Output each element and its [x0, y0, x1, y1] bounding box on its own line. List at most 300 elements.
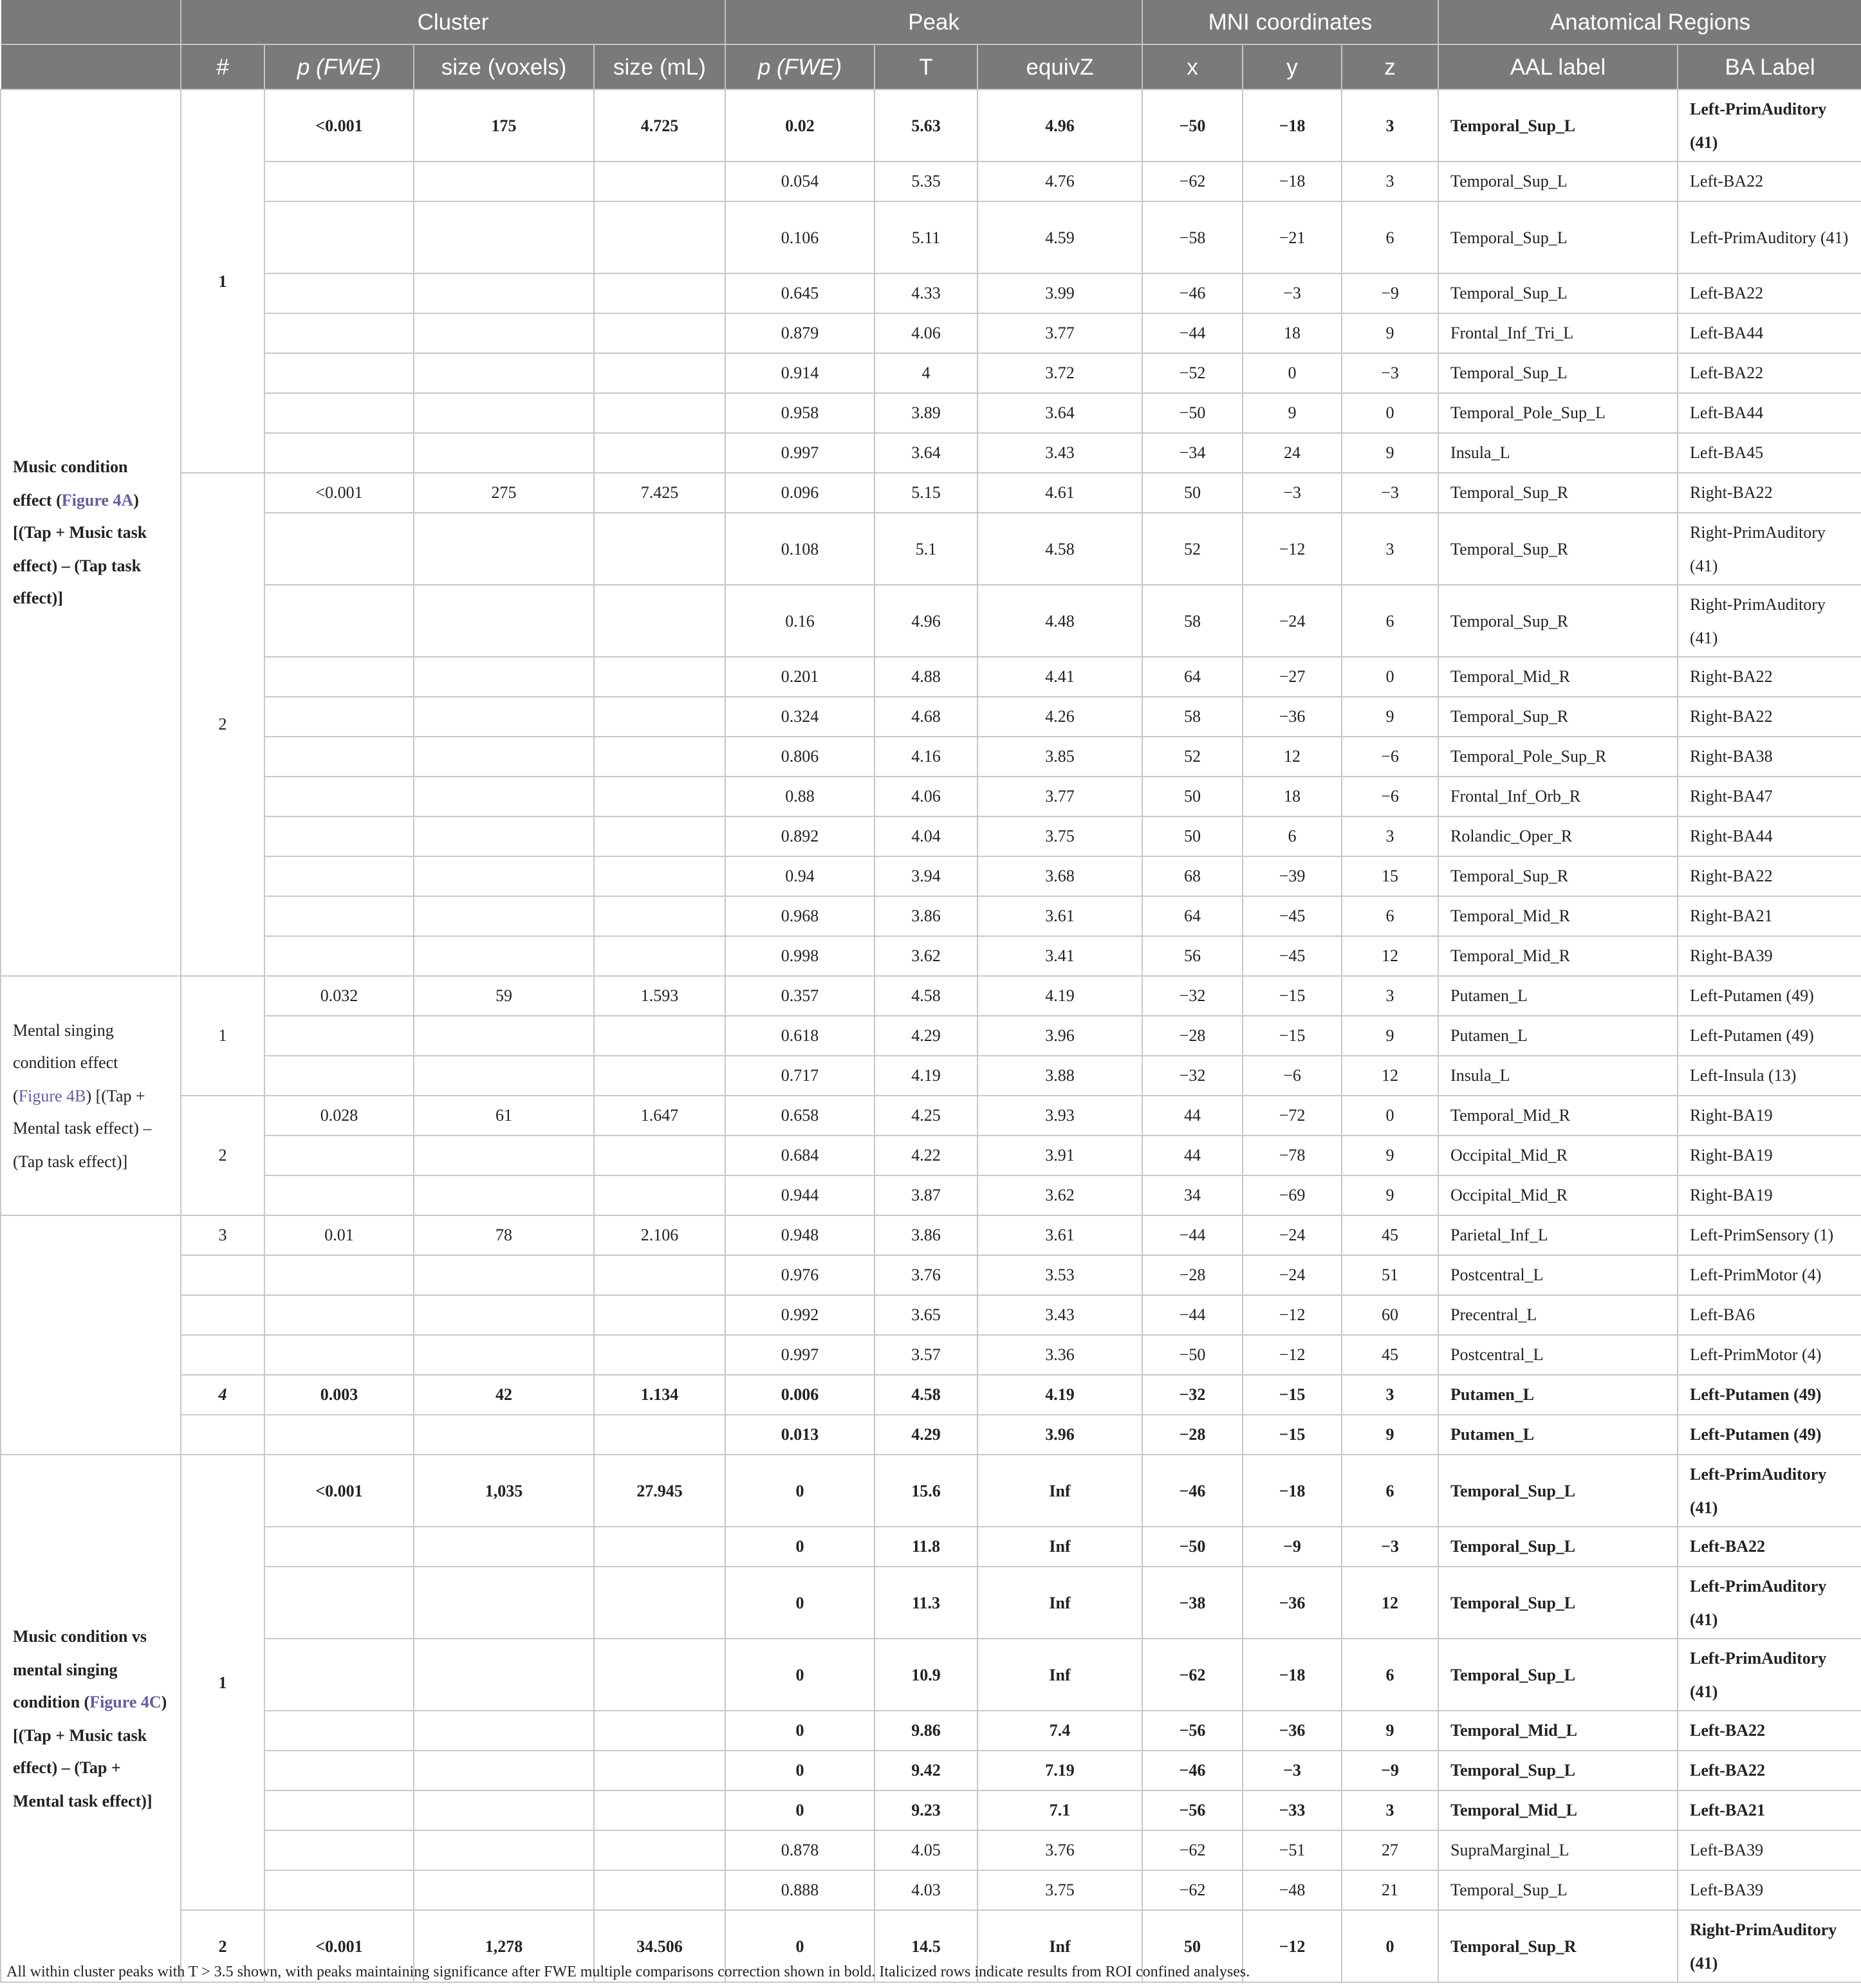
contrast-label-text: Music condition vs mental singing condition ( — [13, 1626, 147, 1711]
t-value: 3.62 — [875, 936, 977, 976]
size-ml — [594, 433, 725, 473]
size-voxels — [414, 1056, 594, 1096]
size-ml — [594, 896, 725, 936]
table-row — [1, 697, 1861, 737]
t-value: 5.15 — [875, 473, 977, 513]
contrast-label — [1, 1455, 181, 1982]
coord-x: −38 — [1142, 1567, 1243, 1639]
coord-x: −56 — [1142, 1711, 1243, 1751]
peak-p-fwe: 0.94 — [725, 856, 875, 896]
cluster-p-fwe: 0.003 — [264, 1375, 414, 1415]
t-value: 3.57 — [875, 1335, 977, 1375]
cluster-p-fwe — [264, 313, 414, 353]
size-ml: 1.593 — [594, 976, 725, 1016]
ba-label: Right-BA38 — [1678, 737, 1861, 777]
coord-y: −45 — [1243, 936, 1342, 976]
coord-y: −18 — [1243, 89, 1342, 161]
coord-z: 12 — [1342, 1567, 1438, 1639]
equiv-z: 3.88 — [977, 1056, 1142, 1096]
cluster-p-fwe — [264, 1255, 414, 1295]
equiv-z: 3.68 — [977, 856, 1142, 896]
aal-label: Precentral_L — [1438, 1295, 1678, 1335]
coord-x: −50 — [1142, 393, 1243, 433]
table-row — [1, 473, 1861, 513]
contrast-label-text-2: ) [(Tap + Music task effect) – (Tap task effect)] — [13, 490, 147, 608]
size-ml — [594, 856, 725, 896]
ba-label: Left-BA6 — [1678, 1295, 1861, 1335]
table-row — [1, 313, 1861, 353]
peak-p-fwe: 0.968 — [725, 896, 875, 936]
size-ml — [594, 1295, 725, 1335]
coord-y: −36 — [1243, 1711, 1342, 1751]
coord-z: 9 — [1342, 1415, 1438, 1455]
cluster-number — [181, 1335, 264, 1375]
coord-x: −44 — [1142, 1215, 1243, 1255]
table-row — [1, 89, 1861, 161]
ba-label: Left-Putamen (49) — [1678, 1016, 1861, 1056]
size-voxels — [414, 1830, 594, 1870]
ba-label: Left-BA39 — [1678, 1870, 1861, 1910]
coord-z: 3 — [1342, 1790, 1438, 1830]
size-voxels — [414, 433, 594, 473]
t-value: 4.33 — [875, 273, 977, 313]
peak-p-fwe: 0.006 — [725, 1375, 875, 1415]
coord-y: −9 — [1243, 1527, 1342, 1567]
header-peak-pfwe-text: p (FWE) — [757, 53, 842, 79]
coord-x: 50 — [1142, 1910, 1243, 1982]
aal-label: Temporal_Sup_L — [1438, 89, 1678, 161]
size-ml — [594, 1751, 725, 1790]
coord-y: −24 — [1243, 1215, 1342, 1255]
coord-x: −62 — [1142, 1830, 1243, 1870]
coord-z: 9 — [1342, 313, 1438, 353]
aal-label: Temporal_Sup_L — [1438, 161, 1678, 201]
coord-z: 6 — [1342, 1455, 1438, 1527]
peak-p-fwe: 0.013 — [725, 1415, 875, 1455]
size-ml — [594, 816, 725, 856]
equiv-z: 3.99 — [977, 273, 1142, 313]
size-voxels — [414, 513, 594, 585]
equiv-z: 4.61 — [977, 473, 1142, 513]
coord-z: −6 — [1342, 737, 1438, 777]
t-value: 11.3 — [875, 1567, 977, 1639]
aal-label: Temporal_Pole_Sup_L — [1438, 393, 1678, 433]
ba-label: Left-PrimAuditory (41) — [1678, 1455, 1861, 1527]
table-row — [1, 976, 1861, 1016]
coord-x: −62 — [1142, 1870, 1243, 1910]
equiv-z: 3.43 — [977, 433, 1142, 473]
size-voxels — [414, 737, 594, 777]
t-value: 4.58 — [875, 1375, 977, 1415]
equiv-z: 3.41 — [977, 936, 1142, 976]
t-value: 4.58 — [875, 976, 977, 1016]
aal-label: Insula_L — [1438, 1056, 1678, 1096]
cluster-p-fwe — [264, 777, 414, 816]
peak-p-fwe: 0 — [725, 1527, 875, 1567]
size-ml — [594, 936, 725, 976]
cluster-p-fwe — [264, 1830, 414, 1870]
equiv-z: 3.43 — [977, 1295, 1142, 1335]
equiv-z: 3.61 — [977, 1215, 1142, 1255]
size-voxels — [414, 697, 594, 737]
aal-label: Temporal_Sup_L — [1438, 273, 1678, 313]
contrast-label-text: Mental singing condition effect ( — [13, 1020, 118, 1105]
coord-x: 58 — [1142, 697, 1243, 737]
ba-label: Right-BA39 — [1678, 936, 1861, 976]
peak-p-fwe: 0 — [725, 1790, 875, 1830]
ba-label: Left-BA45 — [1678, 433, 1861, 473]
cluster-p-fwe — [264, 1790, 414, 1830]
aal-label: SupraMarginal_L — [1438, 1830, 1678, 1870]
size-voxels: 1,278 — [414, 1910, 594, 1982]
size-ml — [594, 1870, 725, 1910]
equiv-z: Inf — [977, 1527, 1142, 1567]
peak-p-fwe: 0.948 — [725, 1215, 875, 1255]
peak-p-fwe: 0.879 — [725, 313, 875, 353]
aal-label: Rolandic_Oper_R — [1438, 816, 1678, 856]
header-y: y — [1243, 44, 1342, 89]
ba-label: Left-BA44 — [1678, 313, 1861, 353]
equiv-z: Inf — [977, 1455, 1142, 1527]
ba-label: Right-BA19 — [1678, 1136, 1861, 1175]
cluster-p-fwe: <0.001 — [264, 89, 414, 161]
table-body — [1, 89, 1861, 1982]
t-value: 4.68 — [875, 697, 977, 737]
size-voxels — [414, 201, 594, 273]
coord-y: 9 — [1243, 393, 1342, 433]
equiv-z: 7.19 — [977, 1751, 1142, 1790]
cluster-p-fwe — [264, 161, 414, 201]
cluster-p-fwe — [264, 1639, 414, 1711]
cluster-number: 2 — [181, 1096, 264, 1215]
table-row — [1, 1751, 1861, 1790]
coord-y: −36 — [1243, 1567, 1342, 1639]
cluster-p-fwe: <0.001 — [264, 1910, 414, 1982]
cluster-p-fwe — [264, 1295, 414, 1335]
aal-label: Postcentral_L — [1438, 1255, 1678, 1295]
coord-y: −24 — [1243, 1255, 1342, 1295]
coord-z: 45 — [1342, 1215, 1438, 1255]
coord-x: −50 — [1142, 89, 1243, 161]
cluster-p-fwe — [264, 816, 414, 856]
equiv-z: 4.19 — [977, 1375, 1142, 1415]
size-ml: 2.106 — [594, 1215, 725, 1255]
coord-z: 0 — [1342, 393, 1438, 433]
coord-y: −48 — [1243, 1870, 1342, 1910]
table-row — [1, 856, 1861, 896]
coord-y: −51 — [1243, 1830, 1342, 1870]
coord-y: −27 — [1243, 657, 1342, 697]
coord-x: 52 — [1142, 513, 1243, 585]
table-row — [1, 161, 1861, 201]
cluster-number — [181, 1295, 264, 1335]
coord-z: 9 — [1342, 1136, 1438, 1175]
peak-p-fwe: 0 — [725, 1751, 875, 1790]
cluster-p-fwe — [264, 1527, 414, 1567]
cluster-p-fwe — [264, 1711, 414, 1751]
cluster-number — [181, 1255, 264, 1295]
aal-label: Temporal_Sup_L — [1438, 1527, 1678, 1567]
table-row — [1, 1215, 1861, 1255]
peak-p-fwe: 0.108 — [725, 513, 875, 585]
equiv-z: 3.64 — [977, 393, 1142, 433]
cluster-p-fwe — [264, 1415, 414, 1455]
cluster-p-fwe — [264, 1870, 414, 1910]
size-voxels — [414, 1136, 594, 1175]
size-ml — [594, 393, 725, 433]
coord-x: −34 — [1142, 433, 1243, 473]
cluster-p-fwe — [264, 1335, 414, 1375]
table-row — [1, 201, 1861, 273]
ba-label: Left-Putamen (49) — [1678, 1415, 1861, 1455]
figure-link[interactable]: Figure 4A — [61, 490, 134, 510]
size-ml — [594, 1830, 725, 1870]
figure-link[interactable]: Figure 4B — [18, 1085, 86, 1105]
header-x: x — [1142, 44, 1243, 89]
coord-x: −28 — [1142, 1016, 1243, 1056]
coord-x: −32 — [1142, 1056, 1243, 1096]
cluster-p-fwe — [264, 896, 414, 936]
size-ml: 34.506 — [594, 1910, 725, 1982]
cluster-number: 4 — [181, 1375, 264, 1415]
table-row — [1, 896, 1861, 936]
coord-x: −58 — [1142, 201, 1243, 273]
t-value: 9.23 — [875, 1790, 977, 1830]
cluster-p-fwe — [264, 585, 414, 657]
coord-z: 3 — [1342, 513, 1438, 585]
size-ml: 27.945 — [594, 1455, 725, 1527]
coord-x: −46 — [1142, 273, 1243, 313]
coord-x: 58 — [1142, 585, 1243, 657]
coord-z: 60 — [1342, 1295, 1438, 1335]
size-voxels: 275 — [414, 473, 594, 513]
contrast-label — [1, 89, 181, 976]
cluster-number — [181, 1415, 264, 1455]
coord-y: −15 — [1243, 1016, 1342, 1056]
table-header — [1, 0, 1861, 89]
coord-y: −39 — [1243, 856, 1342, 896]
peak-p-fwe: 0.958 — [725, 393, 875, 433]
header-peak-pfwe — [725, 44, 875, 89]
aal-label: Temporal_Sup_R — [1438, 856, 1678, 896]
header-t: T — [875, 44, 977, 89]
figure-link[interactable]: Figure 4C — [89, 1692, 162, 1711]
coord-z: 3 — [1342, 89, 1438, 161]
ba-label: Right-BA21 — [1678, 896, 1861, 936]
cluster-number: 1 — [181, 89, 264, 473]
cluster-p-fwe — [264, 393, 414, 433]
size-voxels — [414, 1255, 594, 1295]
ba-label: Right-BA19 — [1678, 1175, 1861, 1215]
aal-label: Frontal_Inf_Tri_L — [1438, 313, 1678, 353]
ba-label: Left-PrimMotor (4) — [1678, 1335, 1861, 1375]
aal-label: Temporal_Sup_R — [1438, 1910, 1678, 1982]
coord-y: 6 — [1243, 816, 1342, 856]
peak-p-fwe: 0.357 — [725, 976, 875, 1016]
peak-p-fwe: 0 — [725, 1639, 875, 1711]
equiv-z: 3.53 — [977, 1255, 1142, 1295]
table-row — [1, 1335, 1861, 1375]
coord-z: 6 — [1342, 896, 1438, 936]
aal-label: Temporal_Sup_L — [1438, 1639, 1678, 1711]
t-value: 4.29 — [875, 1415, 977, 1455]
coord-x: −46 — [1142, 1751, 1243, 1790]
size-ml — [594, 1136, 725, 1175]
size-voxels — [414, 1790, 594, 1830]
peak-p-fwe: 0.997 — [725, 1335, 875, 1375]
ba-label: Right-BA22 — [1678, 697, 1861, 737]
contrast-label-text-2: ) [(Tap + Mental task effect) – (Tap task effect)] — [13, 1085, 152, 1171]
coord-x: 50 — [1142, 816, 1243, 856]
table-row — [1, 433, 1861, 473]
ba-label: Left-BA22 — [1678, 1527, 1861, 1567]
cluster-p-fwe — [264, 513, 414, 585]
header-size-voxels: size (voxels) — [414, 44, 594, 89]
equiv-z: 4.41 — [977, 657, 1142, 697]
table-row — [1, 1711, 1861, 1751]
table-row — [1, 1255, 1861, 1295]
ba-label: Left-BA39 — [1678, 1830, 1861, 1870]
size-ml: 4.725 — [594, 89, 725, 161]
coord-z: 3 — [1342, 1375, 1438, 1415]
size-ml — [594, 1639, 725, 1711]
size-voxels: 1,035 — [414, 1455, 594, 1527]
equiv-z: 4.59 — [977, 201, 1142, 273]
coord-x: −56 — [1142, 1790, 1243, 1830]
ba-label: Left-PrimMotor (4) — [1678, 1255, 1861, 1295]
size-voxels: 59 — [414, 976, 594, 1016]
coord-y: 0 — [1243, 353, 1342, 393]
coord-z: 6 — [1342, 585, 1438, 657]
table-row — [1, 1016, 1861, 1056]
t-value: 4.06 — [875, 313, 977, 353]
aal-label: Occipital_Mid_R — [1438, 1175, 1678, 1215]
table-row — [1, 1639, 1861, 1711]
size-voxels — [414, 313, 594, 353]
peak-p-fwe: 0.892 — [725, 816, 875, 856]
header-ba-label: BA Label — [1678, 44, 1861, 89]
coord-z: 45 — [1342, 1335, 1438, 1375]
cluster-number: 1 — [181, 976, 264, 1096]
peak-p-fwe: 0.201 — [725, 657, 875, 697]
coord-x: −28 — [1142, 1255, 1243, 1295]
coord-x: 50 — [1142, 473, 1243, 513]
t-value: 4.03 — [875, 1870, 977, 1910]
aal-label: Temporal_Sup_L — [1438, 1870, 1678, 1910]
ba-label: Left-BA44 — [1678, 393, 1861, 433]
size-ml: 7.425 — [594, 473, 725, 513]
size-ml — [594, 697, 725, 737]
table-row — [1, 1136, 1861, 1175]
header-mni: MNI coordinates — [1142, 0, 1438, 44]
aal-label: Putamen_L — [1438, 1016, 1678, 1056]
equiv-z: 4.26 — [977, 697, 1142, 737]
aal-label: Putamen_L — [1438, 1415, 1678, 1455]
table-row — [1, 353, 1861, 393]
equiv-z: Inf — [977, 1910, 1142, 1982]
size-voxels — [414, 777, 594, 816]
equiv-z: 4.48 — [977, 585, 1142, 657]
cluster-p-fwe: 0.028 — [264, 1096, 414, 1136]
size-ml — [594, 1527, 725, 1567]
cluster-number: 2 — [181, 473, 264, 976]
peak-p-fwe: 0.997 — [725, 433, 875, 473]
coord-z: 9 — [1342, 1711, 1438, 1751]
coord-y: −36 — [1243, 697, 1342, 737]
size-ml — [594, 513, 725, 585]
peak-p-fwe: 0.096 — [725, 473, 875, 513]
equiv-z: 3.62 — [977, 1175, 1142, 1215]
coord-z: 9 — [1342, 697, 1438, 737]
t-value: 9.86 — [875, 1711, 977, 1751]
coord-z: 51 — [1342, 1255, 1438, 1295]
size-voxels — [414, 585, 594, 657]
size-ml — [594, 585, 725, 657]
aal-label: Temporal_Mid_R — [1438, 1096, 1678, 1136]
equiv-z: 7.4 — [977, 1711, 1142, 1751]
ba-label: Right-PrimAuditory (41) — [1678, 513, 1861, 585]
coord-z: −3 — [1342, 1527, 1438, 1567]
coord-y: −18 — [1243, 161, 1342, 201]
t-value: 4.29 — [875, 1016, 977, 1056]
t-value: 15.6 — [875, 1455, 977, 1527]
cluster-p-fwe — [264, 273, 414, 313]
coord-x: −62 — [1142, 1639, 1243, 1711]
coord-x: 52 — [1142, 737, 1243, 777]
header-equivz: equivZ — [977, 44, 1142, 89]
t-value: 9.42 — [875, 1751, 977, 1790]
contrast-label-text: Music condition effect ( — [13, 457, 128, 510]
aal-label: Putamen_L — [1438, 976, 1678, 1016]
size-voxels — [414, 161, 594, 201]
coord-y: −78 — [1243, 1136, 1342, 1175]
size-voxels: 78 — [414, 1215, 594, 1255]
header-cluster: Cluster — [181, 0, 725, 44]
size-ml — [594, 1567, 725, 1639]
ba-label: Left-BA21 — [1678, 1790, 1861, 1830]
size-ml — [594, 1175, 725, 1215]
peak-p-fwe: 0.888 — [725, 1870, 875, 1910]
peak-p-fwe: 0.976 — [725, 1255, 875, 1295]
aal-label: Temporal_Sup_R — [1438, 585, 1678, 657]
size-voxels: 175 — [414, 89, 594, 161]
t-value: 4.88 — [875, 657, 977, 697]
peak-p-fwe: 0.684 — [725, 1136, 875, 1175]
size-ml — [594, 1016, 725, 1056]
peak-p-fwe: 0.944 — [725, 1175, 875, 1215]
coord-x: 44 — [1142, 1136, 1243, 1175]
t-value: 4.05 — [875, 1830, 977, 1870]
t-value: 3.87 — [875, 1175, 977, 1215]
size-voxels — [414, 1711, 594, 1751]
size-voxels — [414, 1335, 594, 1375]
coord-z: −9 — [1342, 1751, 1438, 1790]
size-voxels — [414, 353, 594, 393]
table-row — [1, 1415, 1861, 1455]
coord-z: 6 — [1342, 201, 1438, 273]
size-voxels — [414, 1175, 594, 1215]
aal-label: Temporal_Mid_R — [1438, 657, 1678, 697]
aal-label: Temporal_Pole_Sup_R — [1438, 737, 1678, 777]
equiv-z: 3.75 — [977, 1870, 1142, 1910]
coord-y: −3 — [1243, 273, 1342, 313]
size-voxels — [414, 1639, 594, 1711]
size-ml — [594, 201, 725, 273]
cluster-number: 1 — [181, 1455, 264, 1910]
equiv-z: 3.85 — [977, 737, 1142, 777]
aal-label: Temporal_Sup_L — [1438, 1751, 1678, 1790]
ba-label: Right-BA19 — [1678, 1096, 1861, 1136]
